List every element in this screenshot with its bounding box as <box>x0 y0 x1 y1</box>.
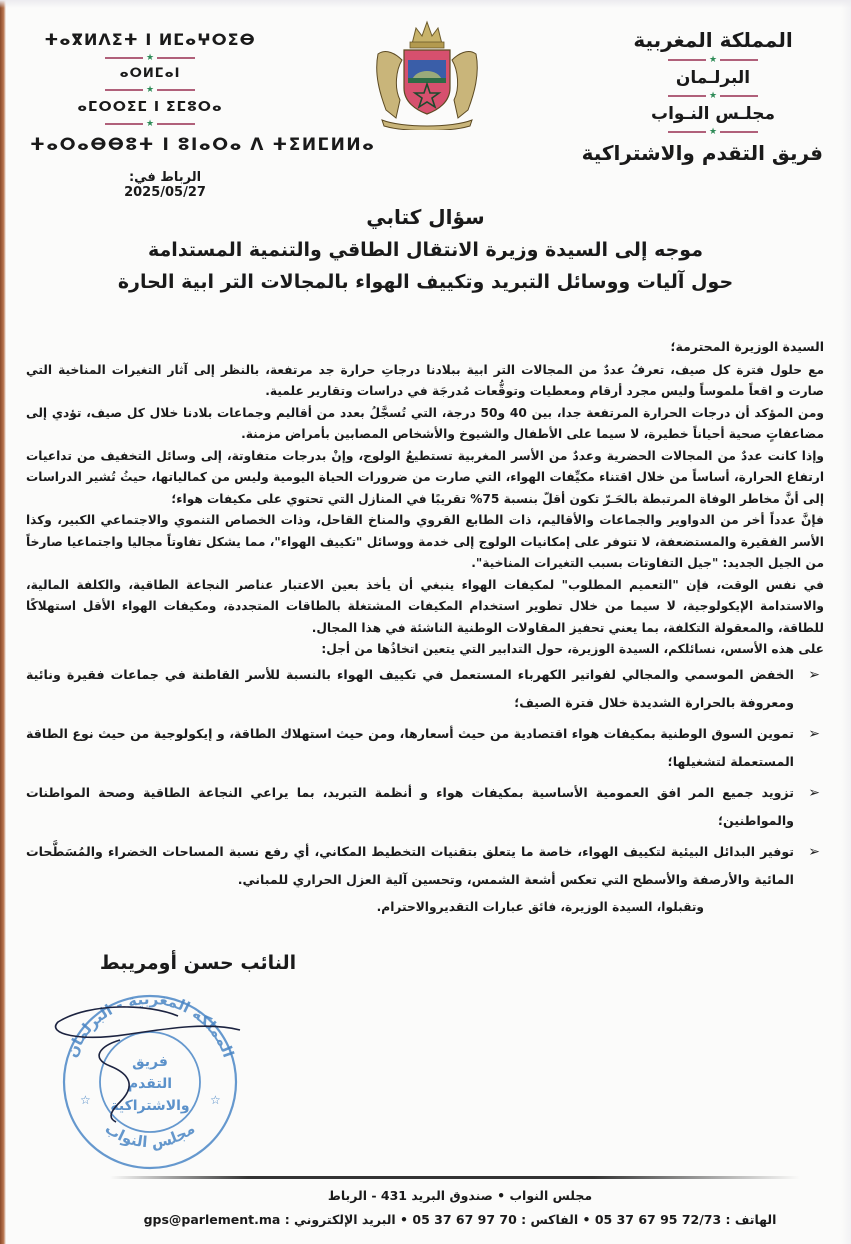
official-stamp-icon <box>50 982 250 1170</box>
star-icon: ★ <box>145 52 155 63</box>
stamp-center-line2: التقدم <box>127 1076 173 1092</box>
group-label: فريق التقدم والاشتراكية <box>581 141 823 165</box>
letter-body <box>26 336 824 918</box>
paragraph: فإنَّ عدداً أخر من الدواوير والجماعات والأقاليم، ذات الطابع القروي والمناخ القاحل، وذات الخصاص التنموي والاجتماعي الكبير، وكذا الأسر الفقيرة والمستضعفة، لا تتوفر على إمكانيات الولوج إلى خدمة ووسائل "تكييف الهواء"، مما يشكل تفاوتاً مجاليا واجتماعيا صارخاً من الجيل الجديد: "جيل التفاوتات بسبب التغيرات المناخية". <box>26 513 824 570</box>
star-icon: ★ <box>708 90 718 101</box>
email-link[interactable]: gps@parlement.ma <box>143 1212 281 1227</box>
list-item-text: توفير البدائل البيئية لتكييف الهواء، خاصة ما يتعلق بتقنيات التخطيط المكاني، أي رفع نسبة المساحات الخضراء والمُسَطَّحات المائية والأرصفة والأسطح التي تعكس أشعة الشمس، وتحسين آلية العزل الحراري للمباني. <box>26 843 794 887</box>
signatory-name: النائب حسن أومريبط <box>99 952 297 974</box>
star-icon: ★ <box>708 126 718 137</box>
separator <box>603 90 823 102</box>
fax-label: • الفاكس : <box>521 1212 591 1227</box>
paragraph: ومن المؤكد أن درجات الحرارة المرتفعة جدا، بين 40 و50 درجة، التي تُسجَّلُ بعدد من أقاليم وجماعات بلادنا خلال كل صيف، تؤدي إلى مضاعفاتٍ صحية أحياناً خطيرة، لا سيما على الأطفال والشيوخ والأشخاص المصابين بأمراض مزمنة. <box>26 405 824 441</box>
paragraph: وإذا كانت عددٌ من المجالات الحضرية وعددٌ من الأسر المغربية تستطيعُ الولوج، وإنْ بدرجات متفاوتة، إلى وسائل التخفيف من تداعيات ارتفاع الحرارة، أساساً من خلال اقتناء مكيِّفات الهواء، التي صارت من ضرورات الحياة اليومية وليس من كمالياتها، حيثُ تُشير الدراسات إلى أنَّ مخاطر الوفاة المرتبطة بالحَـرّ تكون أقلّ بنسبة 75% تقريبًا في المنازل التي تحتوي على مكيفات هواء؛ <box>26 448 824 506</box>
footer-divider <box>110 1176 800 1179</box>
parliament-label: البرلـمان <box>675 68 751 88</box>
list-item <box>26 779 824 835</box>
separator <box>603 54 823 66</box>
email-label: • البريد الإلكتروني : <box>284 1212 409 1227</box>
coat-of-arms-icon <box>372 14 482 130</box>
footer-contacts <box>80 1208 840 1232</box>
stamp-center-line1: فريق <box>132 1054 168 1070</box>
group-label-tifinagh: ⵜⴰⵔⴰⴱⴱⵓⵜ ⵏ ⵓⵏⴰⵔⴰ ⴷ ⵜⵉⵍⵎⵍⵍⴰ <box>30 135 376 155</box>
paragraph: على هذه الأسس، نسائلكم، السيدة الوزيرة، حول التدابير التي يتعين اتخاذُها من أجل: <box>321 642 824 656</box>
subject-line: حول آليات ووسائل التبريد وتكييف الهواء بالمجالات التر ابية الحارة <box>117 271 734 293</box>
document-type: سؤال كتابي <box>366 205 485 229</box>
date-value: 2025/05/27 <box>124 185 206 200</box>
list-item <box>26 838 824 894</box>
stamp-outer-top: المملكة المغربية - البرلمان <box>62 989 238 1060</box>
stamp-star-icon: ☆ <box>210 1093 221 1107</box>
star-icon: ★ <box>708 54 718 65</box>
footer-address: مجلس النواب • صندوق البريد 431 - الرباط <box>327 1188 593 1203</box>
star-icon: ★ <box>145 84 155 95</box>
arrow-bullet-icon: ➢ <box>808 666 820 683</box>
svg-text:مجلس النواب <box>102 1119 199 1151</box>
letterhead-tifinagh <box>30 28 376 160</box>
letterhead-arabic <box>581 26 823 168</box>
footer <box>80 1184 840 1232</box>
house-label: مجلـس النـواب <box>650 104 775 124</box>
salutation: السيدة الوزيرة المحترمة؛ <box>670 339 824 354</box>
phone-label: الهاتف : <box>725 1212 777 1227</box>
arrow-bullet-icon: ➢ <box>808 784 820 801</box>
stamp-outer-bottom: مجلس النواب <box>101 1119 199 1152</box>
kingdom-label-tifinagh: ⵜⴰⴳⵍⴷⵉⵜ ⵏ ⵍⵎⴰⵖⵔⵉⴱ <box>44 30 256 49</box>
separator <box>30 84 270 96</box>
measures-list <box>26 661 824 894</box>
separator <box>30 52 270 64</box>
svg-text:المملكة المغربية - البرلمان <box>62 990 237 1060</box>
list-item <box>26 661 824 717</box>
phone-value: 05 37 67 95 72/73 <box>594 1212 722 1227</box>
date-label: الرباط في: <box>128 170 202 185</box>
arrow-bullet-icon: ➢ <box>808 725 820 742</box>
house-label-tifinagh: ⴰⵎⵔⵔⵉⵎ ⵏ ⵉⵎⵓⵔⴰ <box>77 99 223 115</box>
list-item-text: تزويد جميع المر افق العمومية الأساسية بمكيفات هواء و أنظمة التبريد، بما يراعي النجاعة الطاقية وصحة المواطنات والمواطنين؛ <box>26 784 794 828</box>
document-title-block <box>100 200 751 298</box>
parliament-label-tifinagh: ⴰⵔⵍⵎⴰⵏ <box>119 66 181 81</box>
list-item-text: تموين السوق الوطنية بمكيفات هواء اقتصادية من حيث أسعارها، ومن حيث استهلاك الطاقة، و إيكولوجية من حيث نوع الطاقة المستعملة لتشغيلها؛ <box>26 725 794 769</box>
scan-shadow <box>0 0 851 8</box>
paragraph: مع حلول فترة كل صيف، تعرفُ عددٌ من المجالات التر ابية ببلادنا درجاتِ حرارة جد مرتفعة، بالنظر إلى آثار التغيرات المناخية التي صارت و اقعاً ملموساً وليس مجرد أرقام ومعطيات وتوقُّعات مُدرجَة في دراسات وتقارير علمية. <box>26 362 824 398</box>
scan-edge-right <box>841 0 851 1244</box>
separator <box>30 118 270 130</box>
date-line <box>100 170 230 200</box>
separator <box>603 126 823 138</box>
star-icon: ★ <box>145 118 155 129</box>
paragraph: في نفس الوقت، فإن "التعميم المطلوب" لمكيفات الهواء ينبغي أن يأخذ بعين الاعتبار عناصر النجاعة الطاقية، والكلفة المالية، والاستدامة الإيكولوجية، لا سيما من خلال تطوير استخدام المكيفات المشتغلة بالطاقات المتجددة، ومكيفات الهواء الأقل استهلاكًا للطاقة، والمعقولة التكلفة، بما يعني تحفيز المقاولات الوطنية الناشئة في هذا المجال. <box>26 577 824 635</box>
stamp-star-icon: ☆ <box>80 1093 91 1107</box>
stamp-center-line3: والاشتراكية <box>110 1098 190 1114</box>
scan-edge <box>0 0 6 1244</box>
arrow-bullet-icon: ➢ <box>808 843 820 860</box>
kingdom-label: المملكة المغربية <box>633 28 793 52</box>
closing-line: وتقبلوا، السيدة الوزيرة، فائق عبارات التقديروالاحترام. <box>376 899 704 914</box>
fax-value: 05 37 67 97 70 <box>412 1212 517 1227</box>
list-item-text: الخفض الموسمي والمجالي لفواتير الكهرباء المستعمل في تكييف الهواء بالنسبة للأسر القاطنة في جماعات فقيرة ونائية ومعروفة بالحرارة الشديدة خلال فترة الصيف؛ <box>26 666 794 710</box>
list-item <box>26 720 824 776</box>
addressee-line: موجه إلى السيدة وزيرة الانتقال الطاقي والتنمية المستدامة <box>148 239 703 261</box>
